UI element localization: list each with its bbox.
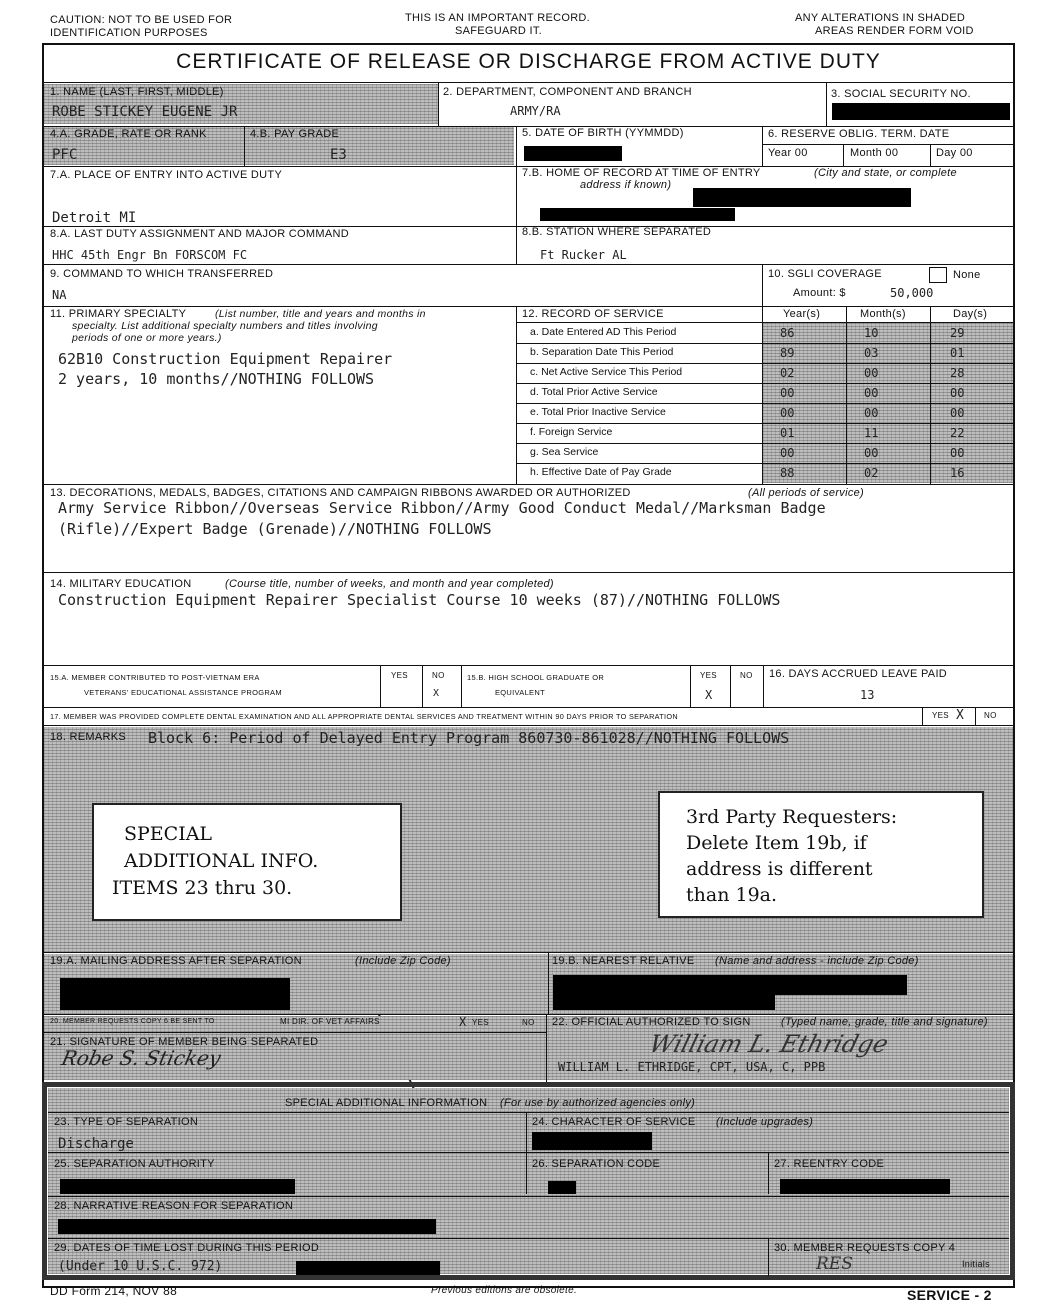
sgli-amount-label: Amount: $ (793, 287, 846, 299)
service-row-day: 22 (950, 426, 965, 440)
service-row-year: 86 (780, 326, 795, 340)
nearest-relative-redaction-1 (553, 975, 775, 1010)
field-19a-label: 19.A. MAILING ADDRESS AFTER SEPARATION (50, 955, 302, 967)
field-20-label: 20. MEMBER REQUESTS COPY 6 BE SENT TO (50, 1018, 215, 1025)
service-row-label: d. Total Prior Active Service (530, 386, 658, 398)
field-24-label: 24. CHARACTER OF SERVICE (532, 1116, 696, 1128)
service-row-label: b. Separation Date This Period (530, 346, 674, 358)
alteration-line-2: AREAS RENDER FORM VOID (815, 25, 974, 37)
primary-specialty-line-2: 2 years, 10 months//NOTHING FOLLOWS (58, 370, 375, 388)
service-row-day: 29 (950, 326, 965, 340)
field-8b-label: 8.B. STATION WHERE SEPARATED (522, 226, 712, 238)
previous-editions: Previous editions are obsolete. (431, 1285, 578, 1296)
field-11-sub-2: specialty. List additional specialty numbers and titles involving (72, 320, 378, 332)
field-19b-label: 19.B. NEAREST RELATIVE (552, 955, 695, 967)
field-30-label: 30. MEMBER REQUESTS COPY 4 (774, 1242, 956, 1254)
service-row-year: 00 (780, 386, 795, 400)
field-4b-label: 4.B. PAY GRADE (250, 128, 340, 140)
service-row-label: e. Total Prior Inactive Service (530, 406, 666, 418)
place-of-entry-value: Detroit MI (52, 210, 137, 226)
member-initials: RES (816, 1254, 853, 1274)
field-22-label: 22. OFFICIAL AUTHORIZED TO SIGN (552, 1016, 751, 1028)
character-of-service-redaction (532, 1132, 652, 1150)
service-row-month: 00 (864, 406, 879, 420)
decorations-line-2: (Rifle)//Expert Badge (Grenade)//NOTHING FOLLOWS (58, 520, 492, 538)
field-7a-label: 7.A. PLACE OF ENTRY INTO ACTIVE DUTY (50, 169, 283, 181)
field-1-label: 1. NAME (LAST, FIRST, MIDDLE) (50, 86, 224, 98)
callout-right-line-1: 3rd Party Requesters: (686, 806, 898, 828)
field-12-label: 12. RECORD OF SERVICE (522, 308, 664, 320)
special-info-header: SPECIAL ADDITIONAL INFORMATION (285, 1097, 488, 1109)
field-15a-label-2: VETERANS' EDUCATIONAL ASSISTANCE PROGRAM (84, 688, 282, 697)
service-row-day: 00 (950, 386, 965, 400)
callout-left-line-3: ITEMS 23 thru 30. (112, 877, 293, 899)
service-row-year: 02 (780, 366, 795, 380)
field-4a-label: 4.A. GRADE, RATE OR RANK (50, 128, 207, 140)
reserve-month: Month 00 (850, 147, 899, 159)
field-14-label: 14. MILITARY EDUCATION (50, 578, 192, 590)
field-18-label: 18. REMARKS (50, 731, 127, 743)
initials-label: Initials (962, 1259, 990, 1269)
accrued-leave-value: 13 (860, 688, 875, 702)
20-mark[interactable]: X (459, 1015, 467, 1029)
nearest-relative-redaction-2 (775, 975, 907, 995)
field-19a-sub: (Include Zip Code) (355, 955, 451, 967)
separation-code-redaction (548, 1181, 576, 1194)
divider (768, 1152, 769, 1194)
20-yes-label: YES (472, 1018, 489, 1027)
divider (48, 1152, 1009, 1153)
field-27-label: 27. REENTRY CODE (774, 1158, 885, 1170)
divider (48, 1238, 1009, 1239)
grade-value: PFC (52, 147, 78, 163)
divider (526, 1112, 527, 1152)
last-duty-value: HHC 45th Engr Bn FORSCOM FC (52, 248, 248, 262)
field-24-sub: (Include upgrades) (716, 1116, 814, 1128)
time-lost-value: (Under 10 U.S.C. 972) (58, 1259, 223, 1274)
service-row-day: 28 (950, 366, 965, 380)
official-name-value: WILLIAM L. ETHRIDGE, CPT, USA, C, PPB (558, 1060, 826, 1074)
decorations-line-1: Army Service Ribbon//Overseas Service Ribbon//Army Good Conduct Medal//Marksman Badge (58, 499, 826, 517)
name-value: ROBE STICKEY EUGENE JR (52, 104, 238, 120)
official-signature: William L. Ethridge (646, 1030, 892, 1058)
field-19b-sub: (Name and address - include Zip Code) (715, 955, 919, 967)
field-15b-label-1: 15.B. HIGH SCHOOL GRADUATE OR (467, 673, 605, 682)
service-row-month: 00 (864, 366, 879, 380)
alteration-line-1: ANY ALTERATIONS IN SHADED (795, 12, 966, 24)
field-29-label: 29. DATES OF TIME LOST DURING THIS PERIOD (54, 1242, 320, 1254)
17-no-label: NO (984, 711, 997, 720)
divider (48, 1112, 1009, 1113)
department-value: ARMY/RA (510, 104, 561, 118)
command-transferred-value: NA (52, 288, 67, 302)
field-7b-label: 7.B. HOME OF RECORD AT TIME OF ENTRY (522, 167, 761, 179)
field-13-label: 13. DECORATIONS, MEDALS, BADGES, CITATIONS AND CAMPAIGN RIBBONS AWARDED OR AUTHORIZED (50, 487, 631, 499)
15a-mark[interactable]: X (433, 688, 440, 699)
separation-authority-redaction (60, 1179, 295, 1194)
15a-yes-label: YES (391, 671, 408, 680)
field-15a-label-1: 15.A. MEMBER CONTRIBUTED TO POST-VIETNAM ERA (50, 673, 260, 682)
service-row-year: 01 (780, 426, 795, 440)
service-col-day: Day(s) (953, 308, 988, 320)
divider (546, 1014, 547, 1082)
field-7b-sub-2: address if known) (580, 179, 672, 191)
field-5-label: 5. DATE OF BIRTH (YYMMDD) (522, 127, 684, 139)
service-row-day: 00 (950, 406, 965, 420)
divider (526, 1152, 527, 1194)
15b-mark[interactable]: X (705, 688, 713, 702)
sgli-amount-value: 50,000 (890, 286, 934, 300)
service-row-label: h. Effective Date of Pay Grade (530, 466, 672, 478)
15b-yes-label: YES (700, 671, 717, 680)
field-26-label: 26. SEPARATION CODE (532, 1158, 661, 1170)
field-2-label: 2. DEPARTMENT, COMPONENT AND BRANCH (443, 86, 692, 98)
callout-left-line-1: SPECIAL (124, 823, 213, 845)
field-6-label: 6. RESERVE OBLIG. TERM. DATE (768, 128, 950, 140)
field-11-sub-1: (List number, title and years and months in (215, 308, 426, 320)
field-16-label: 16. DAYS ACCRUED LEAVE PAID (769, 668, 948, 680)
field-15b-label-2: EQUIVALENT (495, 688, 545, 697)
service-row-day: 01 (950, 346, 965, 360)
service-row-label: c. Net Active Service This Period (530, 366, 683, 378)
special-info-header-sub: (For use by authorized agencies only) (500, 1097, 696, 1109)
service-row-month: 00 (864, 446, 879, 460)
field-8a-label: 8.A. LAST DUTY ASSIGNMENT AND MAJOR COMMAND (50, 228, 349, 240)
caution-line-1: CAUTION: NOT TO BE USED FOR (50, 14, 233, 26)
field-23-label: 23. TYPE OF SEPARATION (54, 1116, 199, 1128)
divider (768, 1238, 769, 1276)
service-row-year: 89 (780, 346, 795, 360)
field-13-sub: (All periods of service) (748, 487, 865, 499)
military-education-value: Construction Equipment Repairer Specialist Course 10 weeks (87)//NOTHING FOLLOWS (58, 591, 781, 609)
field-7b-sub-1: (City and state, or complete (814, 167, 957, 179)
divider (48, 1196, 1009, 1197)
service-col-month: Month(s) (860, 308, 906, 320)
field-17-label: 17. MEMBER WAS PROVIDED COMPLETE DENTAL EXAMINATION AND ALL APPROPRIATE DENTAL SERVICES AND TREATMENT WITHIN 90 DAYS PRIOR TO SEPARATION (50, 712, 678, 721)
field-20-state: MI DIR. OF VET AFFAIRS (280, 1017, 380, 1026)
time-lost-redaction (296, 1261, 440, 1275)
service-row-day: 16 (950, 466, 965, 480)
callout-right-line-4: than 19a. (686, 884, 778, 906)
service-row-month: 03 (864, 346, 879, 360)
service-copy-label: SERVICE - 2 (907, 1287, 992, 1303)
service-row-year: 00 (780, 446, 795, 460)
field-3-label: 3. SOCIAL SECURITY NO. (831, 88, 971, 100)
service-row-year: 00 (780, 406, 795, 420)
member-signature: Robe S. Stickey (59, 1046, 223, 1070)
service-row-year: 88 (780, 466, 795, 480)
caution-line-2: IDENTIFICATION PURPOSES (50, 27, 208, 39)
field-10-label: 10. SGLI COVERAGE (768, 268, 882, 280)
primary-specialty-line-1: 62B10 Construction Equipment Repairer (58, 350, 393, 368)
reentry-code-redaction (780, 1179, 950, 1194)
reserve-day: Day 00 (936, 147, 973, 159)
callout-right-line-2: Delete Item 19b, if (686, 832, 867, 854)
20-no-label: NO (522, 1018, 535, 1027)
field-14-sub: (Course title, number of weeks, and month and year completed) (225, 578, 554, 590)
form-number: DD Form 214, NOV 88 (50, 1284, 178, 1298)
15b-no-label: NO (740, 671, 753, 680)
reserve-year: Year 00 (768, 147, 808, 159)
17-yes-label: YES (932, 711, 949, 720)
service-row-month: 02 (864, 466, 879, 480)
separation-type-value: Discharge (58, 1136, 134, 1152)
form-title: CERTIFICATE OF RELEASE OR DISCHARGE FROM ACTIVE DUTY (176, 50, 881, 73)
mailing-address-redaction (60, 978, 290, 1010)
field-28-label: 28. NARRATIVE REASON FOR SEPARATION (54, 1200, 294, 1212)
service-row-label: f. Foreign Service (530, 426, 613, 438)
divider (42, 952, 1015, 953)
service-row-label: a. Date Entered AD This Period (530, 326, 677, 338)
divider (42, 1032, 546, 1033)
field-25-label: 25. SEPARATION AUTHORITY (54, 1158, 215, 1170)
field-22-sub: (Typed name, grade, title and signature) (781, 1016, 988, 1028)
record-line-2: SAFEGUARD IT. (455, 25, 543, 37)
service-row-month: 11 (864, 426, 879, 440)
pay-grade-value: E3 (330, 147, 347, 163)
record-line-1: THIS IS AN IMPORTANT RECORD. (405, 12, 591, 24)
callout-right-line-3: address is different (686, 858, 873, 880)
divider (548, 952, 549, 1014)
sgli-none-label: None (953, 269, 981, 281)
narrative-reason-redaction (58, 1219, 436, 1234)
17-mark[interactable]: X (956, 708, 964, 723)
service-col-year: Year(s) (783, 308, 821, 320)
field-9-label: 9. COMMAND TO WHICH TRANSFERRED (50, 268, 274, 280)
field-11-label: 11. PRIMARY SPECIALTY (50, 308, 187, 320)
station-value: Ft Rucker AL (540, 248, 627, 262)
callout-left-line-2: ADDITIONAL INFO. (124, 850, 319, 872)
field-11-sub-3: periods of one or more years.) (72, 332, 222, 344)
remarks-value: Block 6: Period of Delayed Entry Program 860730-861028//NOTHING FOLLOWS (148, 729, 790, 747)
service-row-month: 10 (864, 326, 879, 340)
15a-no-label: NO (432, 671, 445, 680)
service-row-label: g. Sea Service (530, 446, 599, 458)
divider (42, 1014, 1015, 1015)
field-21-label: 21. SIGNATURE OF MEMBER BEING SEPARATED (50, 1036, 319, 1048)
service-row-day: 00 (950, 446, 965, 460)
service-row-month: 00 (864, 386, 879, 400)
